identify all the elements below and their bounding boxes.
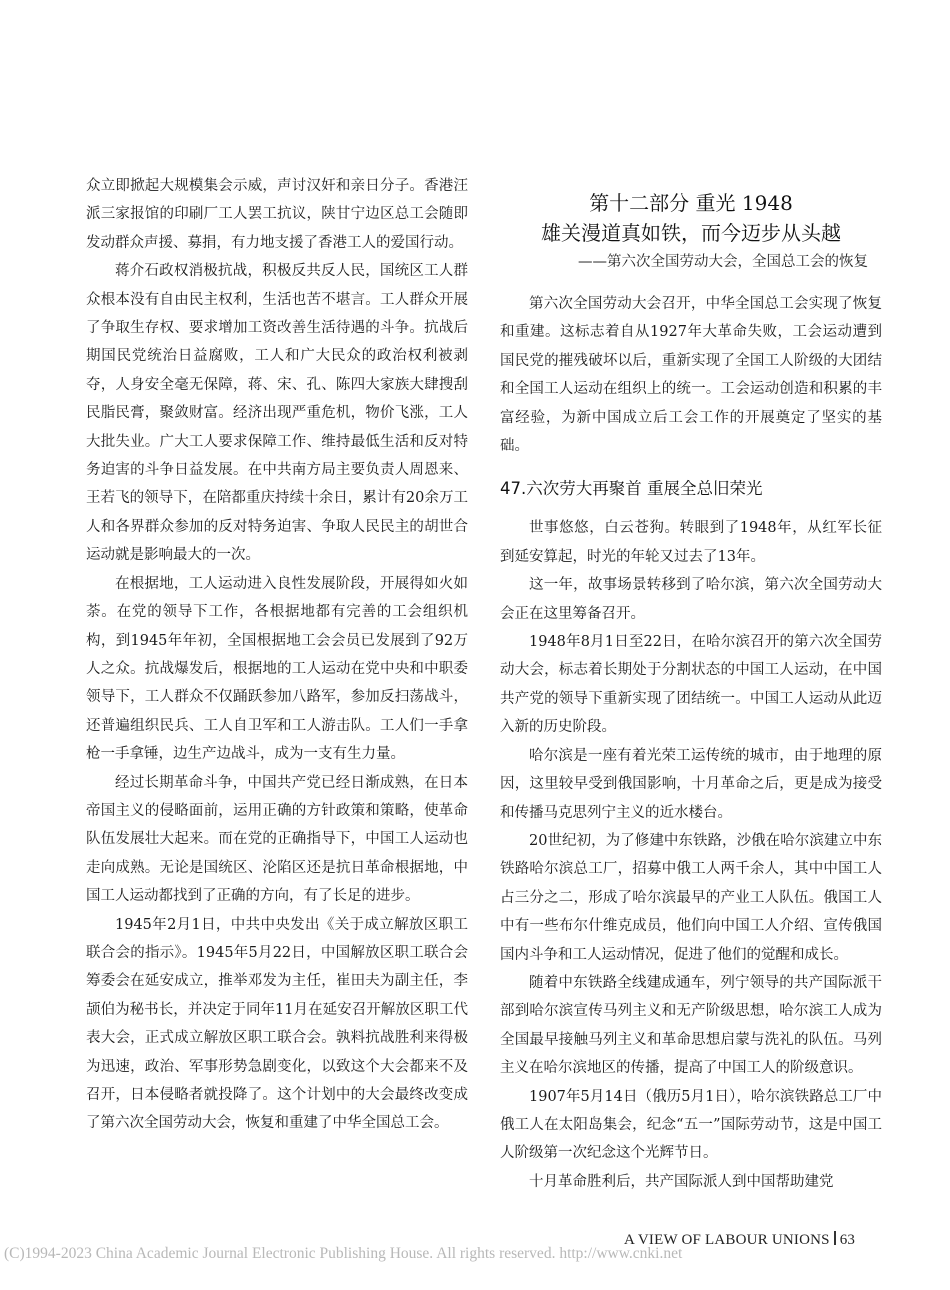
left-paragraph-4: 经过长期革命斗争，中国共产党已经日渐成熟，在日本帝国主义的侵略面前，运用正确的方针政策和策略，使革命队伍发展壮大起来。而在党的正确指导下，中国工人运动也走向成熟。无论是国统区、沦陷区还是抗日革命根据地，中国工人运动都找到了正确的方向，有了长足的进步。 [86,774,468,905]
left-paragraph-3: 在根据地，工人运动进入良性发展阶段，开展得如火如荼。在党的领导下工作，各根据地都有完善的工会组织机构，到1945年年初，全国根据地工会会员已发展到了92万人之众。抗战爆发后，根据地的工人运动在党中央和中职委领导下，工人群众不仅踊跃参加八路军，参加反扫荡战斗，还普遍组织民兵、工人自卫军和工人游击队。工人们一手拿枪一手拿锤，边生产边战斗，成为一支有生力量。 [86,575,468,763]
left-column [86,172,468,1138]
right-paragraph-5: 20世纪初，为了修建中东铁路，沙俄在哈尔滨建立中东铁路哈尔滨总工厂，招募中俄工人两千余人，其中中国工人占三分之二，形成了哈尔滨最早的产业工人队伍。俄国工人中有一些布尔什维克成员，他们向中国工人介绍、宣传俄国国内斗争和工人运动情况，促进了他们的觉醒和成长。 [500,832,882,963]
right-paragraph-8: 十月革命胜利后，共产国际派人到中国帮助建党 [529,1173,834,1190]
right-column [500,172,882,1196]
left-paragraph-2: 蒋介石政权消极抗战，积极反共反人民，国统区工人群众根本没有自由民主权利，生活也苦不堪言。工人群众开展了争取生存权、要求增加工资改善生活待遇的斗争。抗战后期国民党统治日益腐败，工人和广大民众的政治权利被剥夺，人身安全毫无保障，蒋、宋、孔、陈四大家族大肆搜刮民脂民膏，聚敛财富。经济出现严重危机，物价飞涨，工人大批失业。广大工人要求保障工作、维持最低生活和反对特务迫害的斗争日益发展。在中共南方局主要负责人周恩来、王若飞的领导下，在陪都重庆持续十余日，累计有20余万工人和各界群众参加的反对特务迫害、争取人民民主的胡世合运动就是影响最大的一次。 [86,263,468,564]
right-paragraph-4: 哈尔滨是一座有着光荣工运传统的城市，由于地理的原因，这里较早受到俄国影响，十月革命之后，更是成为接受和传播马克思列宁主义的近水楼台。 [500,747,882,821]
right-paragraph-2: 这一年，故事场景转移到了哈尔滨，第六次全国劳动大会正在这里筹备召开。 [500,577,882,622]
journal-title: A VIEW OF LABOUR UNIONS [624,1232,830,1248]
right-paragraph-3: 1948年8月1日至22日，在哈尔滨召开的第六次全国劳动大会，标志着长期处于分割状态的中国工人运动，在中国共产党的领导下重新实现了团结统一。中国工人运动从此迈入新的历史阶段。 [500,634,882,736]
section-heading: 47.六次劳大再聚首 重展全总旧荣光 [500,479,763,499]
left-paragraph-1: 众立即掀起大规模集会示威，声讨汉奸和亲日分子。香港汪派三家报馆的印刷厂工人罢工抗议，陕甘宁边区总工会随即发动群众声援、募捐，有力地支援了香港工人的爱国行动。 [86,178,468,251]
left-paragraph-5: 1945年2月1日，中共中央发出《关于成立解放区职工联合会的指示》。1945年5月22日，中国解放区职工联合会筹委会在延安成立，推举邓发为主任，崔田夫为副主任，李颉伯为秘书长，并决定于同年11月在延安召开解放区职工代表大会，正式成立解放区职工联合会。孰料抗战胜利来得极为迅速，政治、军事形势急剧变化，以致这个大会都来不及召开，日本侵略者就投降了。这个计划中的大会最终改变成了第六次全国劳动大会，恢复和重建了中华全国总工会。 [86,916,468,1132]
right-paragraph-7: 1907年5月14日（俄历5月1日），哈尔滨铁路总工厂中俄工人在太阳岛集会，纪念“五一”国际劳动节，这是中国工人阶级第一次纪念这个光辉节日。 [500,1088,882,1162]
part-subtitle: 雄关漫道真如铁，而今迈步从头越 [541,221,841,245]
part-header [500,188,882,276]
copyright-watermark: (C)1994-2023 China Academic Journal Electronic Publishing House. All rights reserved. http://www.cnki.net [4,1245,683,1262]
part-title: 第十二部分 重光 1948 [589,191,793,215]
right-paragraph-6: 随着中东铁路全线建成通车，列宁领导的共产国际派干部到哈尔滨宣传马列主义和无产阶级思想，哈尔滨工人成为全国最早接触马列主义和革命思想启蒙与洗礼的队伍。马列主义在哈尔滨地区的传播，提高了中国工人的阶级意识。 [500,974,882,1077]
intro-paragraph: 第六次全国劳动大会召开，中华全国总工会实现了恢复和重建。这标志着自从1927年大革命失败，工会运动遭到国民党的摧残破坏以后，重新实现了全国工人阶级的大团结和全国工人运动在组织上的统一。工会运动创造和积累的丰富经验，为新中国成立后工会工作的开展奠定了坚实的基础。 [500,296,882,455]
page-number: 63 [839,1232,856,1248]
part-note: ——第六次全国劳动大会，全国总工会的恢复 [578,254,868,270]
footer-divider [834,1231,836,1245]
right-paragraph-1: 世事悠悠，白云苍狗。转眼到了1948年，从红军长征到延安算起，时光的年轮又过去了13年。 [500,520,882,565]
